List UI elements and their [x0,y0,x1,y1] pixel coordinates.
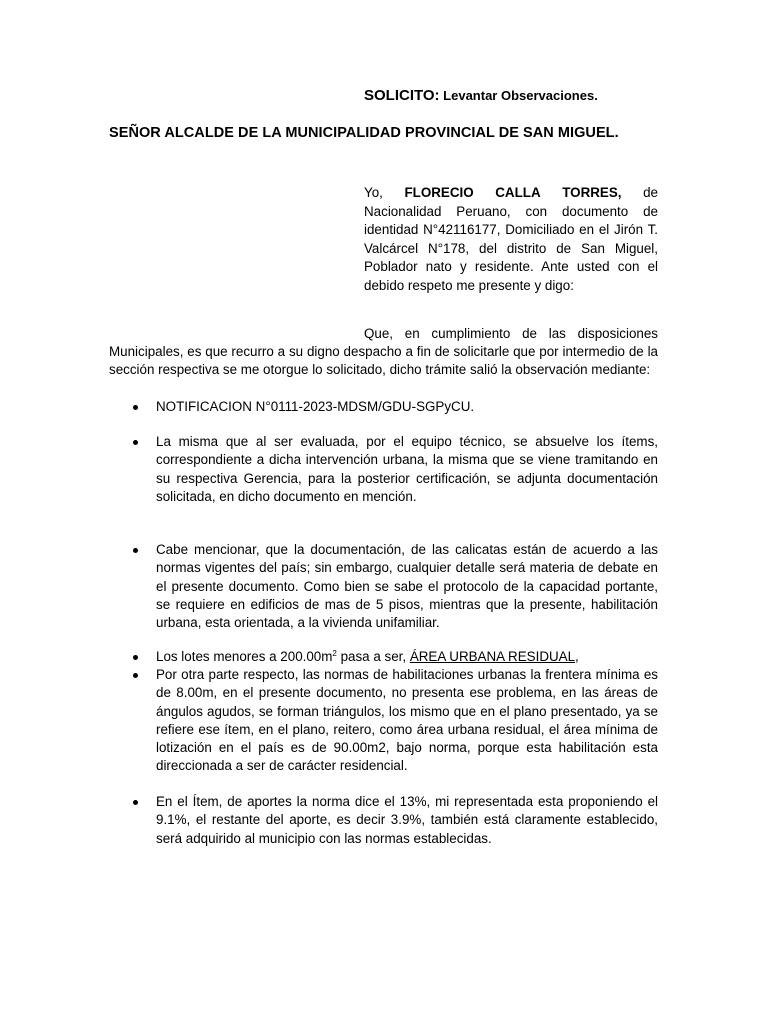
body-paragraph-rest: Municipales, es que recurro a su digno despacho a fin de solicitarle que por intermedio de la sección respectiva se me otorgue lo solicitado, dicho trámite salió la observación mediante: [109,344,658,377]
body-paragraph [109,325,658,379]
intro-text: Nacionalidad Peruano, con documento de identidad N°42116177, Domiciliado en el Jirón T. Valcárcel N°178, del distrito de San Miguel, Poblador nato y residente. Ante usted con el debido respeto me presente y digo: [364,203,658,293]
list-item-text: Cabe mencionar, que la documentación, de las calicatas están de acuerdo a las normas vigentes del país; sin embargo, cualquier detalle será materia de debate en el presente documento. Como bien se sabe el protocolo de la capacidad portante, se requiere en edificios de mas de 5 pisos, mientras que la presente, habilitación urbana, esta orientada, a la vivienda unifamiliar. [156,542,658,631]
solicito-subject: Levantar Observaciones. [439,88,598,103]
applicant-name-first: FLORECIO [404,185,474,200]
list-item [156,541,658,632]
bullet-icon [132,541,139,559]
solicito-label: SOLICITO: [364,87,440,104]
body-paragraph-start: Que, en cumplimiento de las disposiciones [364,326,658,341]
bullet-icon [132,398,139,416]
list-item [156,793,658,848]
list-item-text: La misma que al ser evaluada, por el equipo técnico, se absuelve los ítems, correspondiente a dicha intervención urbana, la misma que se viene tramitando en su respectiva Gerencia, para la posterior certificación, se adjunta documentación solicitada, en dicho documento en mención. [156,434,658,504]
intro-yo: Yo, [364,185,383,200]
superscript: 2 [332,649,337,658]
applicant-name-last: TORRES, [562,185,622,200]
underlined-term: ÁREA URBANA RESIDUAL [409,649,576,664]
addressee-heading: SEÑOR ALCALDE DE LA MUNICIPALIDAD PROVINCIAL DE SAN MIGUEL. [109,125,619,141]
list-item [156,398,658,416]
bullet-icon [132,433,139,451]
list-item-text: En el Ítem, de aportes la norma dice el 13%, mi representada esta proponiendo el 9.1%, el restante del aporte, es decir 3.9%, también está claramente establecido, será adquirido al municipio con las normas establecidas. [156,794,658,846]
list-item-text: pasa a ser, [336,649,410,664]
notification-reference: NOTIFICACION N°0111-2023-MDSM/GDU-SGPyCU. [156,399,475,414]
intro-first-line [364,184,658,203]
list-item [156,666,658,776]
solicito-line [364,86,598,105]
list-item-text: , [575,649,579,664]
list-item [156,648,658,666]
applicant-name-middle: CALLA [495,185,541,200]
list-item [156,433,658,506]
list-item-text: Los lotes menores a 200.00m [156,649,333,664]
intro-de: de [643,185,658,200]
bullet-icon [132,648,139,666]
bullet-icon [132,793,139,811]
list-item-text: Por otra parte respecto, las normas de habilitaciones urbanas la frentera mínima es de 8.00m, en el presente documento, no presenta ese problema, en las áreas de ángulos agudos, se forman triángulos, los mismo que en el plano presentado, ya se refiere ese ítem, en el plano, reitero, como área urbana residual, el área mínima de lotización en el país es de 90.00m2, bajo norma, porque esta habilitación esta direccionada a ser de carácter residencial. [156,667,658,774]
bullet-icon [132,666,139,684]
intro-paragraph [364,184,658,295]
